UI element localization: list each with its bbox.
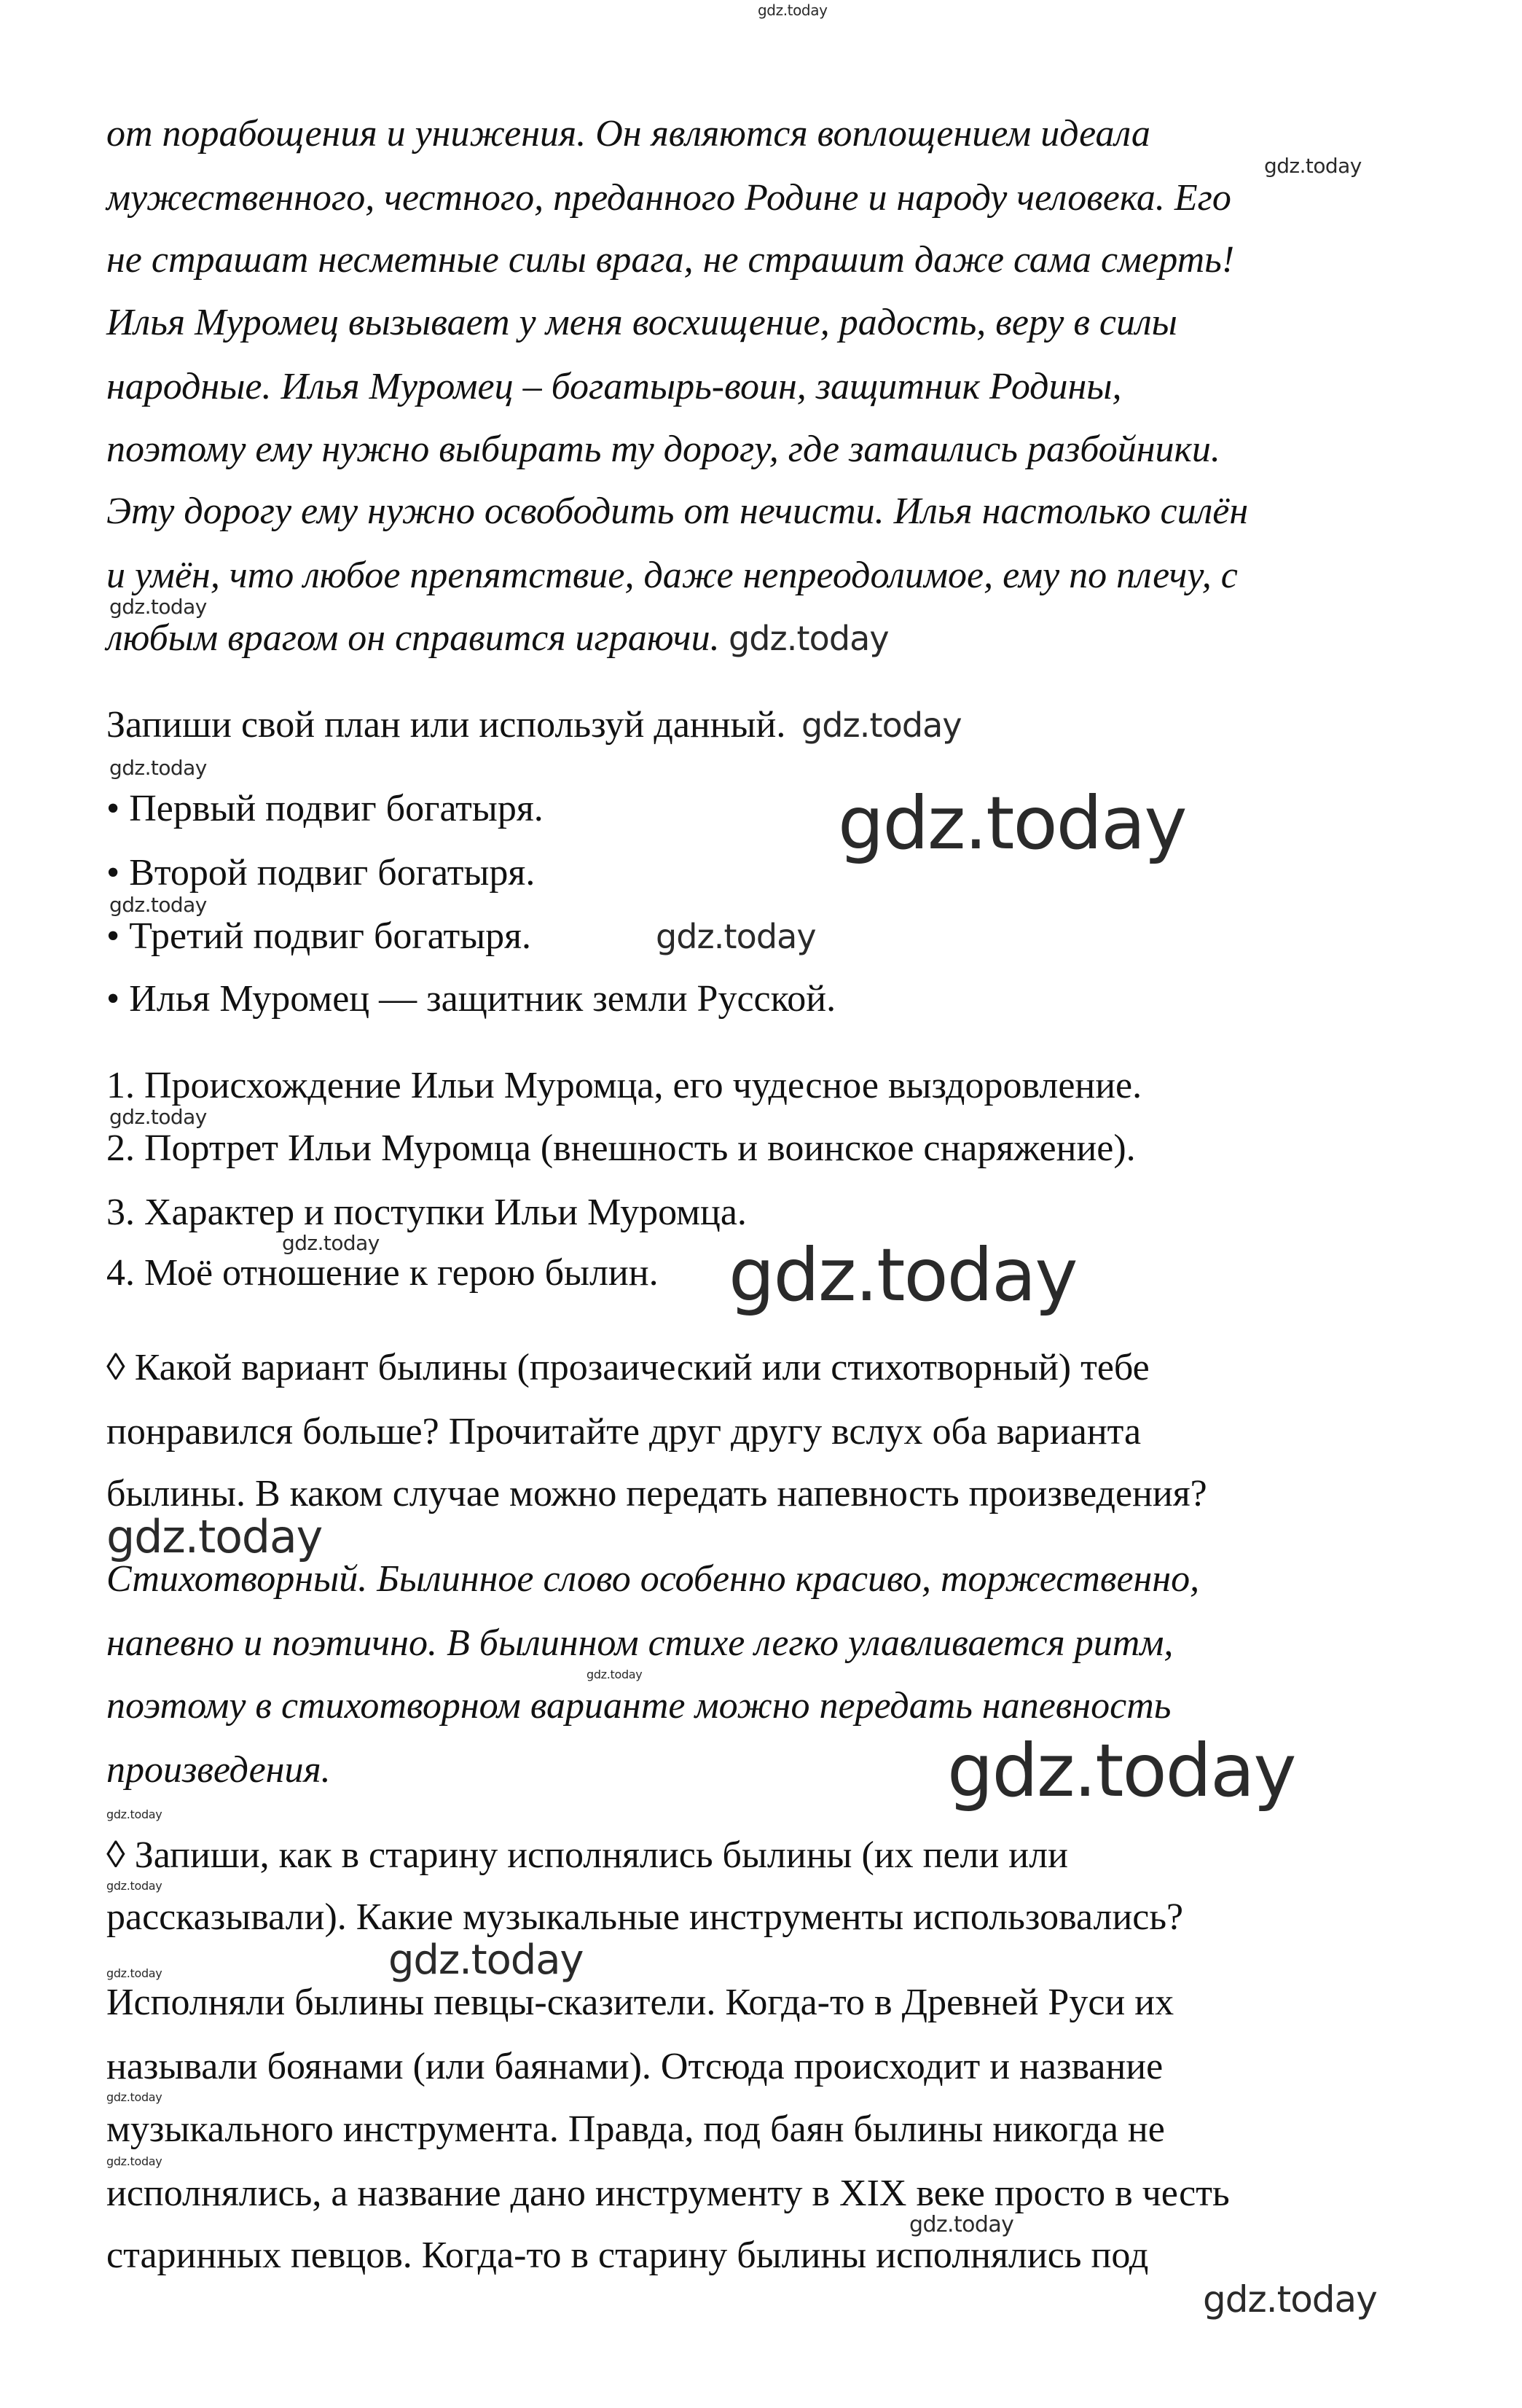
- watermark: gdz.today: [106, 1510, 323, 1563]
- answer-line: исполнялись, а название дано инструменту в XIX веке просто в честь: [106, 2173, 1230, 2214]
- watermark: gdz.today: [909, 2212, 1014, 2237]
- watermark: gdz.today: [282, 1231, 380, 1255]
- plan-item: 2. Портрет Ильи Муромца (внешность и воинское снаряжение).: [106, 1127, 1136, 1169]
- answer-line: поэтому в стихотворном варианте можно передать напевность: [106, 1685, 1172, 1727]
- answer-line: любым врагом он справится играючи.: [106, 617, 720, 659]
- watermark: gdz.today: [388, 1936, 584, 1984]
- plan-bullet: • Илья Муромец — защитник земли Русской.: [106, 978, 836, 1020]
- watermark: gdz.today: [109, 1105, 207, 1129]
- answer-line: Эту дорогу ему нужно освободить от нечисти. Илья настолько силён: [106, 490, 1249, 532]
- answer-line: и умён, что любое препятствие, даже непреодолимое, ему по плечу, с: [106, 555, 1238, 596]
- watermark: gdz.today: [729, 1232, 1077, 1318]
- answer-line: поэтому ему нужно выбирать ту дорогу, где затаились разбойники.: [106, 429, 1220, 470]
- plan-bullet: • Второй подвиг богатыря.: [106, 852, 536, 894]
- answer-line: напевно и поэтично. В былинном стихе легко улавливается ритм,: [106, 1622, 1174, 1664]
- question-line: ◊ Какой вариант былины (прозаический или стихотворный) тебе: [106, 1347, 1150, 1388]
- watermark: gdz.today: [109, 595, 207, 619]
- watermark: gdz.today: [106, 1966, 162, 1980]
- answer-line: от порабощения и унижения. Он являются воплощением идеала: [106, 113, 1150, 155]
- watermark: gdz.today: [656, 917, 816, 956]
- question-line: былины. В каком случае можно передать напевность произведения?: [106, 1473, 1207, 1514]
- plan-bullet: • Первый подвиг богатыря.: [106, 788, 544, 829]
- watermark: gdz.today: [587, 1668, 643, 1681]
- answer-line: не страшат несметные силы врага, не страшит даже сама смерть!: [106, 239, 1235, 281]
- answer-line: Стихотворный. Былинное слово особенно красиво, торжественно,: [106, 1558, 1200, 1600]
- answer-line: Илья Муромец вызывает у меня восхищение, радость, веру в силы: [106, 302, 1177, 343]
- watermark: gdz.today: [106, 2154, 162, 2168]
- answer-line: народные. Илья Муромец – богатырь-воин, защитник Родины,: [106, 366, 1122, 407]
- answer-line: произведения.: [106, 1749, 331, 1791]
- watermark: gdz.today: [729, 619, 889, 658]
- watermark: gdz.today: [109, 893, 207, 917]
- plan-item: 1. Происхождение Ильи Муромца, его чудесное выздоровление.: [106, 1065, 1142, 1106]
- watermark: gdz.today: [838, 781, 1186, 866]
- answer-line: музыкального инструмента. Правда, под баян былины никогда не: [106, 2108, 1165, 2150]
- plan-bullet: • Третий подвиг богатыря.: [106, 915, 532, 957]
- watermark: gdz.today: [1264, 154, 1362, 178]
- answer-line: называли боянами (или баянами). Отсюда происходит и название: [106, 2046, 1164, 2087]
- plan-item: 3. Характер и поступки Ильи Муромца.: [106, 1192, 747, 1233]
- watermark: gdz.today: [758, 1, 828, 19]
- plan-prompt: Запиши свой план или используй данный.: [106, 704, 786, 746]
- watermark: gdz.today: [106, 1807, 162, 1821]
- question-line: ◊ Запиши, как в старину исполнялись былины (их пели или: [106, 1834, 1068, 1876]
- watermark: gdz.today: [947, 1728, 1295, 1813]
- watermark: gdz.today: [106, 2090, 162, 2104]
- answer-line: Исполняли былины певцы-сказители. Когда-то в Древней Руси их: [106, 1982, 1174, 2023]
- question-line: понравился больше? Прочитайте друг другу вслух оба варианта: [106, 1411, 1142, 1453]
- watermark: gdz.today: [801, 705, 962, 745]
- answer-line: старинных певцов. Когда-то в старину былины исполнялись под: [106, 2235, 1149, 2276]
- watermark: gdz.today: [106, 1879, 162, 1893]
- watermark: gdz.today: [1203, 2278, 1377, 2321]
- watermark: gdz.today: [109, 756, 207, 780]
- plan-item: 4. Моё отношение к герою былин.: [106, 1252, 659, 1294]
- question-line: рассказывали). Какие музыкальные инструменты использовались?: [106, 1896, 1184, 1938]
- answer-line: мужественного, честного, преданного Родине и народу человека. Его: [106, 177, 1231, 219]
